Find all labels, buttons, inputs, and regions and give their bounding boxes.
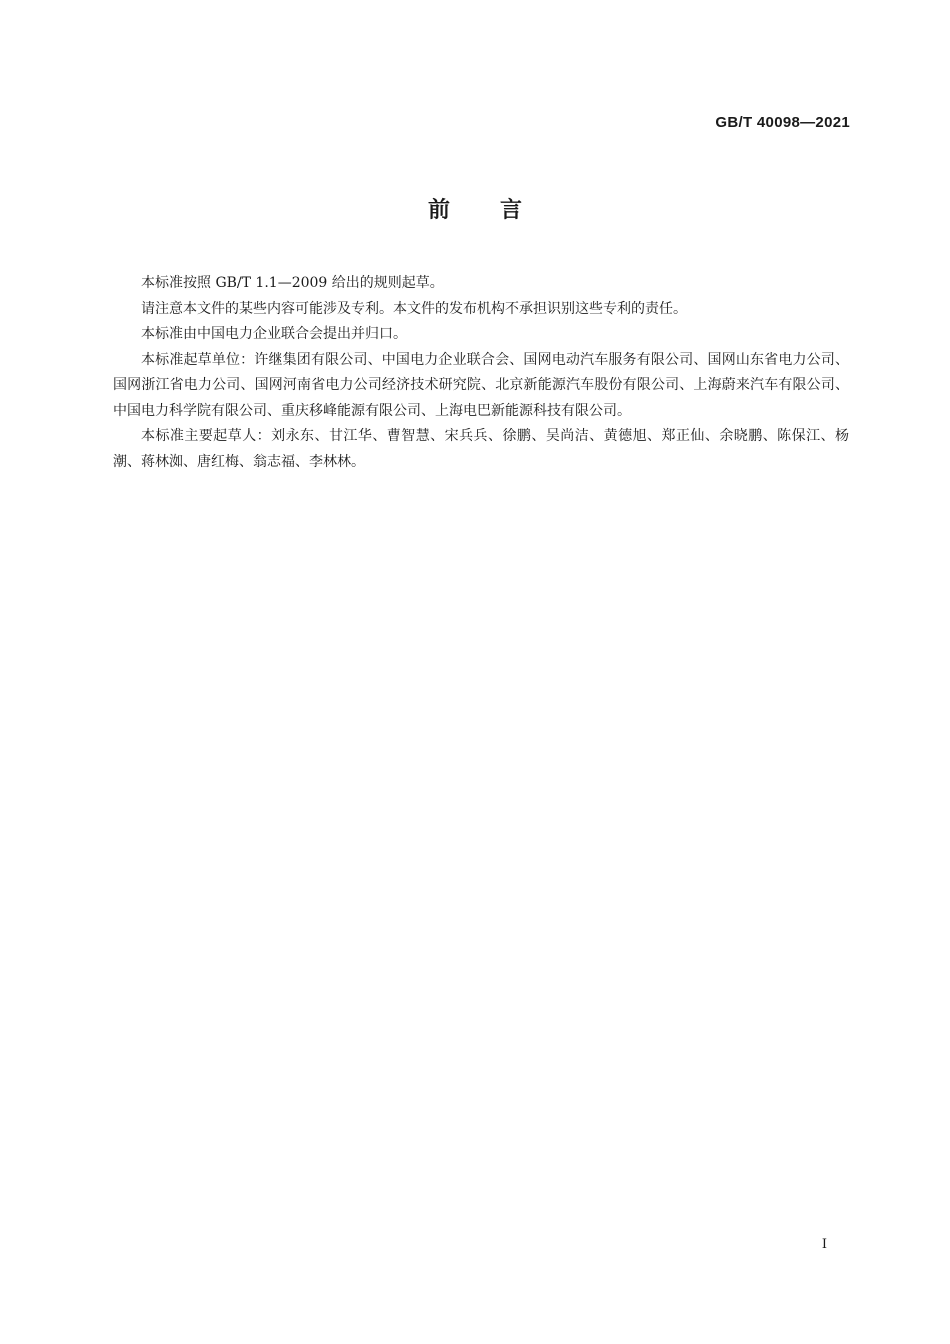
paragraph-drafting-units: 本标准起草单位：许继集团有限公司、中国电力企业联合会、国网电动汽车服务有限公司、国网山东省电力公司、国网浙江省电力公司、国网河南省电力公司经济技术研究院、北京新能源汽车股份有限公司、上海蔚来汽车有限公司、中国电力科学院有限公司、重庆移峰能源有限公司、上海电巴新能源科技有限公司。: [113, 351, 849, 419]
paragraph-drafters: 本标准主要起草人：刘永东、甘江华、曹智慧、宋兵兵、徐鹏、吴尚洁、黄德旭、郑正仙、余晓鹏、陈保江、杨潮、蒋林洳、唐红梅、翁志福、李林林。: [113, 428, 849, 470]
paragraph-patent-notice: 请注意本文件的某些内容可能涉及专利。本文件的发布机构不承担识别这些专利的责任。: [141, 300, 687, 317]
paragraph-proposer: 本标准由中国电力企业联合会提出并归口。: [141, 326, 407, 342]
standard-code: GB/T 40098—2021: [715, 114, 850, 131]
foreword-body: [113, 271, 849, 475]
paragraph-drafting-rules: 本标准按照 GB/T 1.1—2009 给出的规则起草。: [141, 275, 444, 291]
page-title: 前言: [427, 198, 572, 223]
page-number: I: [821, 1237, 827, 1252]
